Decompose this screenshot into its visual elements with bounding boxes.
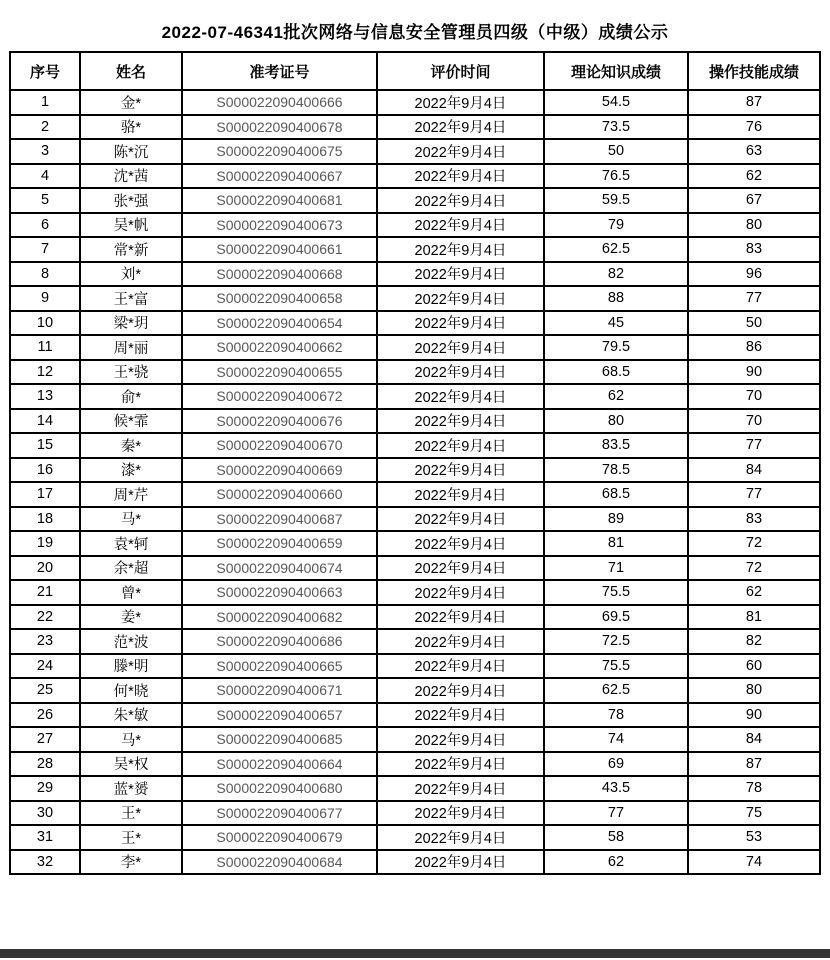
cell-no: 24 [10, 654, 80, 679]
table-row [10, 482, 820, 507]
cell-theory: 69.5 [544, 605, 688, 630]
cell-id: S000022090400671 [182, 678, 377, 703]
cell-theory: 80 [544, 409, 688, 434]
cell-name: 张*强 [80, 188, 182, 213]
cell-date: 2022年9月4日 [377, 605, 544, 630]
cell-no: 6 [10, 213, 80, 238]
cell-id: S000022090400654 [182, 311, 377, 336]
table-row [10, 360, 820, 385]
cell-name: 曾* [80, 580, 182, 605]
cell-no: 14 [10, 409, 80, 434]
cell-name: 秦* [80, 433, 182, 458]
cell-name: 吴*权 [80, 752, 182, 777]
cell-name: 王*富 [80, 286, 182, 311]
cell-no: 4 [10, 164, 80, 189]
cell-id: S000022090400675 [182, 139, 377, 164]
cell-name: 姜* [80, 605, 182, 630]
cell-theory: 73.5 [544, 115, 688, 140]
cell-practical: 53 [688, 825, 820, 850]
cell-id: S000022090400666 [182, 90, 377, 115]
cell-practical: 77 [688, 433, 820, 458]
cell-name: 常*新 [80, 237, 182, 262]
cell-name: 朱*敏 [80, 703, 182, 728]
cell-name: 滕*明 [80, 654, 182, 679]
cell-practical: 72 [688, 531, 820, 556]
cell-practical: 62 [688, 164, 820, 189]
cell-name: 刘* [80, 262, 182, 287]
cell-date: 2022年9月4日 [377, 360, 544, 385]
cell-date: 2022年9月4日 [377, 384, 544, 409]
cell-name: 梁*玥 [80, 311, 182, 336]
table-row [10, 531, 820, 556]
cell-theory: 78.5 [544, 458, 688, 483]
cell-id: S000022090400676 [182, 409, 377, 434]
table-row [10, 262, 820, 287]
cell-no: 19 [10, 531, 80, 556]
cell-theory: 76.5 [544, 164, 688, 189]
cell-practical: 87 [688, 90, 820, 115]
table-row [10, 850, 820, 875]
cell-date: 2022年9月4日 [377, 409, 544, 434]
column-header-exam-id: 准考证号 [182, 52, 377, 90]
cell-theory: 62 [544, 850, 688, 875]
cell-theory: 72.5 [544, 629, 688, 654]
cell-no: 11 [10, 335, 80, 360]
cell-name: 蓝*赟 [80, 776, 182, 801]
table-row [10, 605, 820, 630]
cell-practical: 77 [688, 286, 820, 311]
cell-date: 2022年9月4日 [377, 703, 544, 728]
cell-theory: 62 [544, 384, 688, 409]
table-row [10, 409, 820, 434]
cell-theory: 77 [544, 801, 688, 826]
cell-date: 2022年9月4日 [377, 580, 544, 605]
cell-practical: 81 [688, 605, 820, 630]
cell-id: S000022090400686 [182, 629, 377, 654]
cell-id: S000022090400682 [182, 605, 377, 630]
table-row [10, 188, 820, 213]
cell-name: 周*丽 [80, 335, 182, 360]
cell-date: 2022年9月4日 [377, 776, 544, 801]
cell-theory: 45 [544, 311, 688, 336]
table-row [10, 678, 820, 703]
cell-name: 范*波 [80, 629, 182, 654]
cell-date: 2022年9月4日 [377, 629, 544, 654]
cell-practical: 60 [688, 654, 820, 679]
table-row [10, 311, 820, 336]
table-row [10, 286, 820, 311]
cell-id: S000022090400684 [182, 850, 377, 875]
cell-no: 15 [10, 433, 80, 458]
table-row [10, 237, 820, 262]
cell-name: 俞* [80, 384, 182, 409]
cell-theory: 58 [544, 825, 688, 850]
cell-no: 23 [10, 629, 80, 654]
cell-date: 2022年9月4日 [377, 458, 544, 483]
cell-id: S000022090400678 [182, 115, 377, 140]
cell-theory: 62.5 [544, 237, 688, 262]
table-row [10, 654, 820, 679]
page-title: 2022-07-46341批次网络与信息安全管理员四级（中级）成绩公示 [161, 23, 669, 42]
cell-theory: 71 [544, 556, 688, 581]
cell-id: S000022090400669 [182, 458, 377, 483]
cell-name: 马* [80, 507, 182, 532]
cell-practical: 74 [688, 850, 820, 875]
table-header-row [10, 52, 820, 90]
cell-theory: 59.5 [544, 188, 688, 213]
cell-date: 2022年9月4日 [377, 678, 544, 703]
table-row [10, 507, 820, 532]
cell-no: 18 [10, 507, 80, 532]
cell-theory: 88 [544, 286, 688, 311]
cell-id: S000022090400679 [182, 825, 377, 850]
cell-no: 3 [10, 139, 80, 164]
cell-practical: 80 [688, 213, 820, 238]
cell-practical: 90 [688, 703, 820, 728]
cell-id: S000022090400662 [182, 335, 377, 360]
page-bottom-bar [0, 949, 830, 958]
cell-id: S000022090400664 [182, 752, 377, 777]
cell-date: 2022年9月4日 [377, 139, 544, 164]
cell-date: 2022年9月4日 [377, 90, 544, 115]
cell-name: 漆* [80, 458, 182, 483]
cell-practical: 90 [688, 360, 820, 385]
column-header-no: 序号 [10, 52, 80, 90]
cell-no: 20 [10, 556, 80, 581]
cell-date: 2022年9月4日 [377, 433, 544, 458]
cell-no: 10 [10, 311, 80, 336]
table-row [10, 727, 820, 752]
cell-name: 马* [80, 727, 182, 752]
cell-theory: 75.5 [544, 580, 688, 605]
cell-practical: 86 [688, 335, 820, 360]
table-row [10, 115, 820, 140]
column-header-theory: 理论知识成绩 [544, 52, 688, 90]
cell-theory: 89 [544, 507, 688, 532]
cell-name: 何*晓 [80, 678, 182, 703]
table-body [10, 90, 820, 874]
cell-practical: 87 [688, 752, 820, 777]
cell-name: 王* [80, 825, 182, 850]
cell-date: 2022年9月4日 [377, 531, 544, 556]
cell-practical: 84 [688, 458, 820, 483]
cell-name: 吴*帆 [80, 213, 182, 238]
cell-practical: 83 [688, 507, 820, 532]
cell-no: 2 [10, 115, 80, 140]
cell-no: 21 [10, 580, 80, 605]
cell-name: 袁*轲 [80, 531, 182, 556]
table-row [10, 825, 820, 850]
table-row [10, 458, 820, 483]
cell-id: S000022090400658 [182, 286, 377, 311]
cell-no: 8 [10, 262, 80, 287]
cell-id: S000022090400680 [182, 776, 377, 801]
table-row [10, 556, 820, 581]
cell-date: 2022年9月4日 [377, 507, 544, 532]
cell-no: 16 [10, 458, 80, 483]
table-row [10, 801, 820, 826]
cell-theory: 68.5 [544, 360, 688, 385]
cell-no: 25 [10, 678, 80, 703]
cell-name: 李* [80, 850, 182, 875]
cell-theory: 68.5 [544, 482, 688, 507]
column-header-practical: 操作技能成绩 [688, 52, 820, 90]
cell-theory: 62.5 [544, 678, 688, 703]
cell-theory: 81 [544, 531, 688, 556]
cell-name: 余*超 [80, 556, 182, 581]
cell-theory: 79 [544, 213, 688, 238]
cell-date: 2022年9月4日 [377, 237, 544, 262]
cell-theory: 83.5 [544, 433, 688, 458]
cell-theory: 54.5 [544, 90, 688, 115]
table-row [10, 703, 820, 728]
table-row [10, 213, 820, 238]
cell-date: 2022年9月4日 [377, 825, 544, 850]
cell-name: 王* [80, 801, 182, 826]
cell-no: 29 [10, 776, 80, 801]
cell-theory: 82 [544, 262, 688, 287]
cell-practical: 96 [688, 262, 820, 287]
cell-id: S000022090400674 [182, 556, 377, 581]
scores-table [9, 51, 821, 875]
cell-practical: 78 [688, 776, 820, 801]
cell-name: 王*骁 [80, 360, 182, 385]
cell-id: S000022090400667 [182, 164, 377, 189]
table-row [10, 164, 820, 189]
cell-date: 2022年9月4日 [377, 262, 544, 287]
table-row [10, 335, 820, 360]
table-row [10, 580, 820, 605]
cell-name: 沈*茜 [80, 164, 182, 189]
cell-id: S000022090400687 [182, 507, 377, 532]
cell-practical: 63 [688, 139, 820, 164]
table-row [10, 752, 820, 777]
cell-date: 2022年9月4日 [377, 801, 544, 826]
cell-date: 2022年9月4日 [377, 850, 544, 875]
cell-no: 31 [10, 825, 80, 850]
cell-date: 2022年9月4日 [377, 752, 544, 777]
cell-practical: 84 [688, 727, 820, 752]
table-row [10, 139, 820, 164]
column-header-date: 评价时间 [377, 52, 544, 90]
cell-no: 32 [10, 850, 80, 875]
cell-no: 13 [10, 384, 80, 409]
cell-practical: 82 [688, 629, 820, 654]
cell-practical: 70 [688, 409, 820, 434]
cell-date: 2022年9月4日 [377, 335, 544, 360]
cell-date: 2022年9月4日 [377, 556, 544, 581]
table-row [10, 90, 820, 115]
cell-id: S000022090400663 [182, 580, 377, 605]
cell-practical: 70 [688, 384, 820, 409]
cell-id: S000022090400677 [182, 801, 377, 826]
cell-practical: 83 [688, 237, 820, 262]
cell-theory: 43.5 [544, 776, 688, 801]
cell-date: 2022年9月4日 [377, 311, 544, 336]
cell-date: 2022年9月4日 [377, 286, 544, 311]
cell-name: 候*霏 [80, 409, 182, 434]
cell-date: 2022年9月4日 [377, 654, 544, 679]
cell-id: S000022090400665 [182, 654, 377, 679]
cell-id: S000022090400670 [182, 433, 377, 458]
cell-date: 2022年9月4日 [377, 164, 544, 189]
table-row [10, 433, 820, 458]
cell-no: 30 [10, 801, 80, 826]
cell-no: 17 [10, 482, 80, 507]
cell-practical: 50 [688, 311, 820, 336]
cell-theory: 50 [544, 139, 688, 164]
column-header-name: 姓名 [80, 52, 182, 90]
cell-practical: 67 [688, 188, 820, 213]
cell-name: 金* [80, 90, 182, 115]
cell-name: 陈*沉 [80, 139, 182, 164]
cell-no: 26 [10, 703, 80, 728]
cell-theory: 75.5 [544, 654, 688, 679]
cell-no: 9 [10, 286, 80, 311]
cell-name: 周*芹 [80, 482, 182, 507]
cell-id: S000022090400668 [182, 262, 377, 287]
cell-no: 12 [10, 360, 80, 385]
cell-practical: 72 [688, 556, 820, 581]
cell-theory: 79.5 [544, 335, 688, 360]
cell-id: S000022090400657 [182, 703, 377, 728]
cell-practical: 80 [688, 678, 820, 703]
table-row [10, 384, 820, 409]
cell-practical: 62 [688, 580, 820, 605]
cell-id: S000022090400660 [182, 482, 377, 507]
cell-theory: 74 [544, 727, 688, 752]
cell-id: S000022090400661 [182, 237, 377, 262]
cell-id: S000022090400655 [182, 360, 377, 385]
cell-date: 2022年9月4日 [377, 115, 544, 140]
cell-no: 27 [10, 727, 80, 752]
cell-name: 骆* [80, 115, 182, 140]
cell-date: 2022年9月4日 [377, 482, 544, 507]
cell-date: 2022年9月4日 [377, 727, 544, 752]
cell-id: S000022090400673 [182, 213, 377, 238]
table-row [10, 776, 820, 801]
cell-practical: 77 [688, 482, 820, 507]
cell-no: 5 [10, 188, 80, 213]
cell-practical: 75 [688, 801, 820, 826]
cell-id: S000022090400681 [182, 188, 377, 213]
cell-no: 28 [10, 752, 80, 777]
cell-theory: 69 [544, 752, 688, 777]
cell-date: 2022年9月4日 [377, 188, 544, 213]
cell-date: 2022年9月4日 [377, 213, 544, 238]
cell-no: 22 [10, 605, 80, 630]
table-header [10, 52, 820, 90]
cell-no: 7 [10, 237, 80, 262]
cell-id: S000022090400672 [182, 384, 377, 409]
cell-id: S000022090400685 [182, 727, 377, 752]
cell-practical: 76 [688, 115, 820, 140]
cell-id: S000022090400659 [182, 531, 377, 556]
cell-no: 1 [10, 90, 80, 115]
cell-theory: 78 [544, 703, 688, 728]
table-row [10, 629, 820, 654]
